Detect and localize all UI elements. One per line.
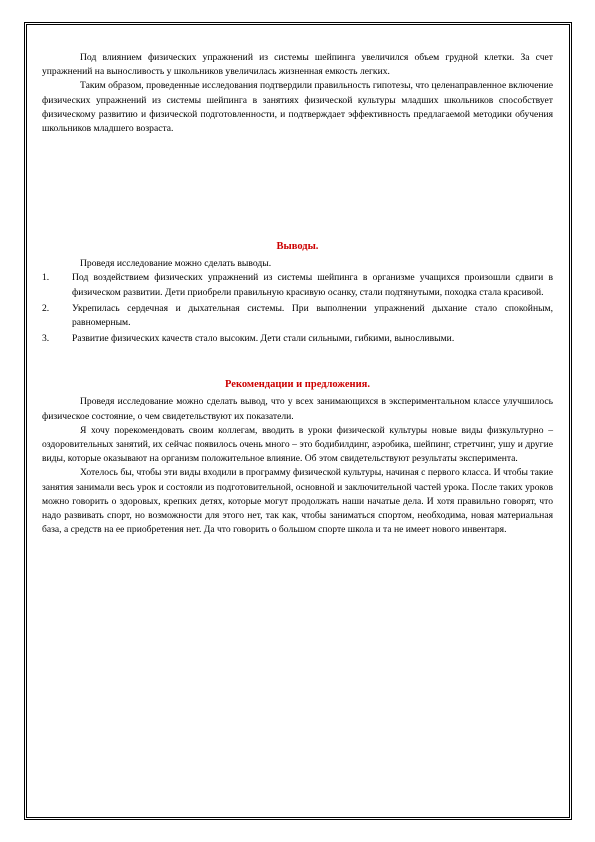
- list-number: 1.: [42, 272, 50, 284]
- conclusions-list: [42, 271, 553, 346]
- conclusions-lead: Проведя исследование можно сделать выводы.: [80, 258, 272, 270]
- conclusions-heading: Выводы.: [276, 241, 319, 253]
- page-content: [42, 51, 553, 537]
- list-number: 2.: [42, 302, 50, 314]
- recommendations-paragraph-3: Хотелось бы, чтобы эти виды входили в программу физической культуры, начиная с первого класса. И чтобы такие занятия занимали весь урок и состояли из подготовительной, основной и заключительной частей урока. После таких уроков можно говорить о здоровых, крепких детях, которые могут продолжать наши начатые дела. И хотя правильно говорят, что надо развивать спорт, но возможности для этого нет, так как, чтобы заниматься спортом, необходима, новая материальная база, а средств на ее приобретения нет. Да что говорить о большом спорте школа и та не имеет нового инвентаря.: [42, 467, 553, 536]
- list-item-text: Развитие физических качеств стало высоким. Дети стали сильными, гибкими, выносливыми.: [72, 333, 455, 345]
- spacer: [42, 348, 553, 378]
- recommendations-paragraph-1: Проведя исследование можно сделать вывод, что у всех занимающихся в экспериментальном классе улучшилось физическое состояние, о чем свидетельствуют их показатели.: [42, 396, 553, 422]
- intro-paragraph-1: Под влиянием физических упражнений из системы шейпинга увеличился объем грудной клетки. За счет упражнений на выносливость у школьников увеличилась жизненная емкость легких.: [42, 52, 553, 78]
- list-number: 3.: [42, 333, 50, 345]
- list-item-text: Под воздействием физических упражнений из системы шейпинга в организме учащихся произошли сдвиги в физическом развитии. Дети приобрели правильную красивую осанку, стали подтянутыми, походка стала красивой.: [72, 272, 553, 298]
- recommendations-paragraph-2: Я хочу порекомендовать своим коллегам, вводить в уроки физической культуры новые виды физкультурно – оздоровительных занятий, их сейчас появилось очень много – это бодибилдинг, аэробика, шейпинг, стретчинг, ушу и другие виды, которые оказывают на организм положительное влияние. Об этом свидетельствуют результаты эксперимента.: [42, 424, 553, 465]
- spacer: [42, 136, 553, 240]
- conclusion-item: [42, 302, 553, 330]
- list-item-text: Укрепилась сердечная и дыхательная системы. При выполнении упражнений дыхание стало спокойным, равномерным.: [72, 302, 553, 329]
- conclusion-item: [42, 271, 553, 299]
- recommendations-heading: Рекомендации и предложения.: [225, 379, 370, 391]
- conclusion-item: [42, 332, 553, 346]
- intro-paragraph-2: Таким образом, проведенные исследования подтвердили правильность гипотезы, что целенаправленное включение физических упражнений из системы шейпинга в занятиях физической культуры младших школьников способствует физическому развитию и физической подготовленности, и подтверждает эффективность предлагаемой методики обучения школьников младшего возраста.: [42, 80, 553, 135]
